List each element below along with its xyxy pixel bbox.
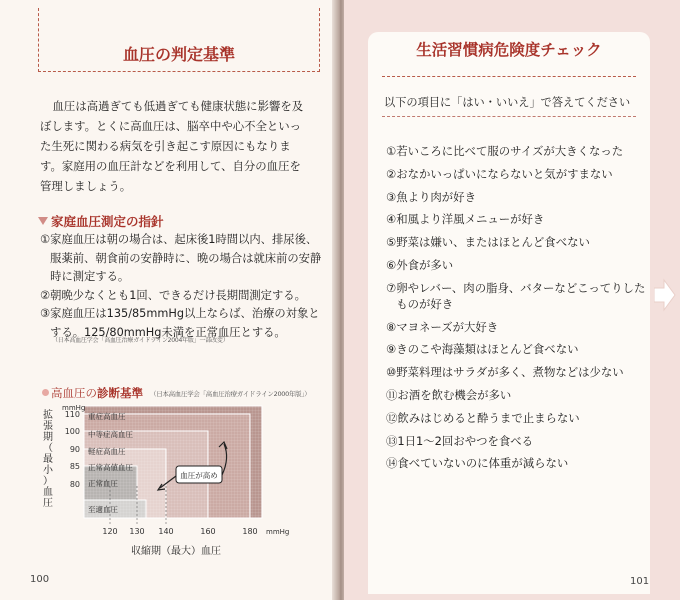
chart-y-unit: mmHg — [62, 404, 86, 412]
chart-x-tick: 180 — [242, 527, 258, 536]
guideline-text: 朝晩少なくとも1回、できるだけ長期間測定する。 — [50, 288, 306, 302]
checklist-text: 若いころに比べて服のサイズが大きくなった — [396, 144, 624, 158]
chart-y-tick: 90 — [69, 445, 80, 454]
checklist-text: 魚より肉が好き — [396, 189, 476, 204]
chart-region-label: 至適血圧 — [88, 505, 118, 514]
checklist — [386, 143, 648, 478]
checklist-text: 野菜は嫌い、またはほとんど食べない — [396, 235, 590, 250]
arrow-right-icon — [654, 278, 676, 312]
checklist-item — [386, 234, 648, 250]
checklist-text: 1日1～2回おやつを食べる — [397, 433, 534, 448]
guideline-item — [40, 287, 322, 306]
guideline-item — [40, 231, 322, 287]
checklist-item — [386, 387, 648, 403]
page-number-right: 101 — [630, 576, 650, 587]
checklist-num: ⑬ — [386, 433, 398, 448]
left-page — [0, 0, 336, 600]
guideline-num: ① — [40, 233, 51, 246]
chart-x-unit: mmHg — [266, 528, 290, 536]
checklist-text: きのこや海藻類はほとんど食べない — [396, 342, 579, 357]
checklist-item — [386, 257, 648, 273]
left-title-box — [38, 8, 320, 72]
dot-icon — [42, 389, 49, 396]
checklist-num: ⑦ — [386, 280, 397, 295]
checklist-text: 卵やレバー、肉の脂身、バターなどこってりしたものが好き — [396, 280, 646, 311]
checklist-num: ① — [386, 144, 397, 158]
checklist-item — [386, 455, 648, 471]
checklist-item — [386, 189, 648, 205]
instruction-text: 以下の項目に「はい・いいえ」で答えてください — [384, 96, 631, 109]
checklist-text: おなかいっぱいにならないと気がすまない — [396, 166, 613, 181]
page-number-left: 100 — [30, 574, 50, 585]
chart-region-label: 正常高値血圧 — [88, 463, 133, 472]
chart-y-label: 拡張期（最小）血圧 — [43, 410, 53, 509]
checklist-item — [386, 341, 648, 357]
checklist-num: ⑨ — [386, 342, 397, 357]
chart-y-tick: 100 — [64, 427, 80, 436]
chart-region-label: 重症高血圧 — [88, 412, 126, 421]
intro-paragraph — [40, 96, 312, 196]
checklist-item — [386, 364, 648, 380]
checklist-num: ⑧ — [386, 319, 397, 334]
checklist-num: ④ — [386, 212, 397, 227]
checklist-text: 野菜料理はサラダが多く、煮物などは少ない — [396, 365, 624, 380]
chart-y-tick: 80 — [69, 480, 80, 489]
chart-x-tick: 130 — [129, 527, 145, 536]
checklist-item — [386, 143, 648, 159]
guideline-heading-text: 家庭血圧測定の指針 — [51, 214, 164, 229]
triangle-down-icon — [38, 217, 48, 225]
guideline-num: ② — [40, 288, 51, 302]
guideline-list — [40, 231, 322, 342]
checklist-text: 外食が多い — [396, 257, 454, 272]
checklist-item — [386, 319, 648, 335]
checklist-num: ⑥ — [386, 257, 397, 272]
checklist-text: 和風より洋風メニューが好き — [396, 212, 545, 227]
chart-y-tick: 110 — [64, 410, 80, 419]
checklist-item — [386, 410, 648, 426]
checklist-text: 食べていないのに体重が減らない — [397, 456, 569, 471]
checklist-item — [386, 280, 648, 312]
checklist-text: お酒を飲む機会が多い — [397, 387, 512, 402]
instruction-divider — [382, 116, 636, 117]
chart-x-tick: 140 — [158, 527, 174, 536]
chart-heading-main: 診断基準 — [97, 386, 143, 400]
checklist-num: ⑩ — [386, 365, 397, 380]
bp-diagnosis-chart — [0, 398, 336, 568]
checklist-num: ③ — [386, 189, 397, 204]
guideline-source: （日本高血圧学会「高血圧治療ガイドライン2004年版」一部改変） — [52, 337, 229, 344]
chart-source: （日本高血圧学会「高血圧治療ガイドライン2000年版」） — [150, 390, 311, 398]
chart-x-label: 収縮期（最大）血圧 — [131, 546, 221, 557]
checklist-item — [386, 433, 648, 449]
checklist-item — [386, 166, 648, 182]
chart-x-tick: 160 — [200, 527, 216, 536]
checklist-text: マヨネーズが大好き — [396, 319, 499, 334]
title-divider — [382, 76, 636, 77]
checklist-num: ⑪ — [386, 387, 398, 402]
checklist-text: 飲みはじめると酔うまで止まらない — [397, 410, 580, 425]
chart-region-label: 正常血圧 — [88, 479, 118, 488]
right-page-title: 生活習慣病危険度チェック — [416, 41, 602, 59]
left-page-title: 血圧の判定基準 — [122, 45, 235, 64]
intro-text: 血圧は高過ぎても低過ぎても健康状態に影響を及ぼします。とくに高血圧は、脳卒中や心不全といった生死に関わる病気を引き起こす原因にもなります。家庭用の血圧計などを利用して、自分の血圧を管理しましょう。 — [40, 99, 304, 193]
checklist-num: ⑤ — [386, 235, 397, 250]
guideline-num: ③ — [40, 307, 51, 320]
chart-y-tick: 85 — [69, 462, 80, 471]
chart-x-tick: 120 — [102, 527, 118, 536]
chart-region-label: 中等症高血圧 — [88, 430, 133, 439]
checklist-item — [386, 211, 648, 227]
guideline-heading — [38, 212, 164, 230]
guideline-text: 家庭血圧は朝の場合は、起床後1時間以内、排尿後、服薬前、朝食前の安静時に、晩の場合は就床前の安静時に測定する。 — [50, 233, 322, 283]
chart-heading-prefix: 高血圧の — [51, 386, 97, 400]
chart-annotation: 血圧が高め — [180, 471, 218, 480]
checklist-num: ⑫ — [386, 410, 398, 425]
chart-region-label: 軽症高血圧 — [88, 447, 126, 456]
checklist-num: ⑭ — [386, 456, 398, 471]
checklist-num: ② — [386, 166, 397, 181]
guideline-text: 家庭血圧は135/85mmHg以上ならば、治療の対象とする。125/80mmHg未満を正常血圧とする。 — [50, 307, 320, 339]
chart-texture — [84, 406, 262, 518]
